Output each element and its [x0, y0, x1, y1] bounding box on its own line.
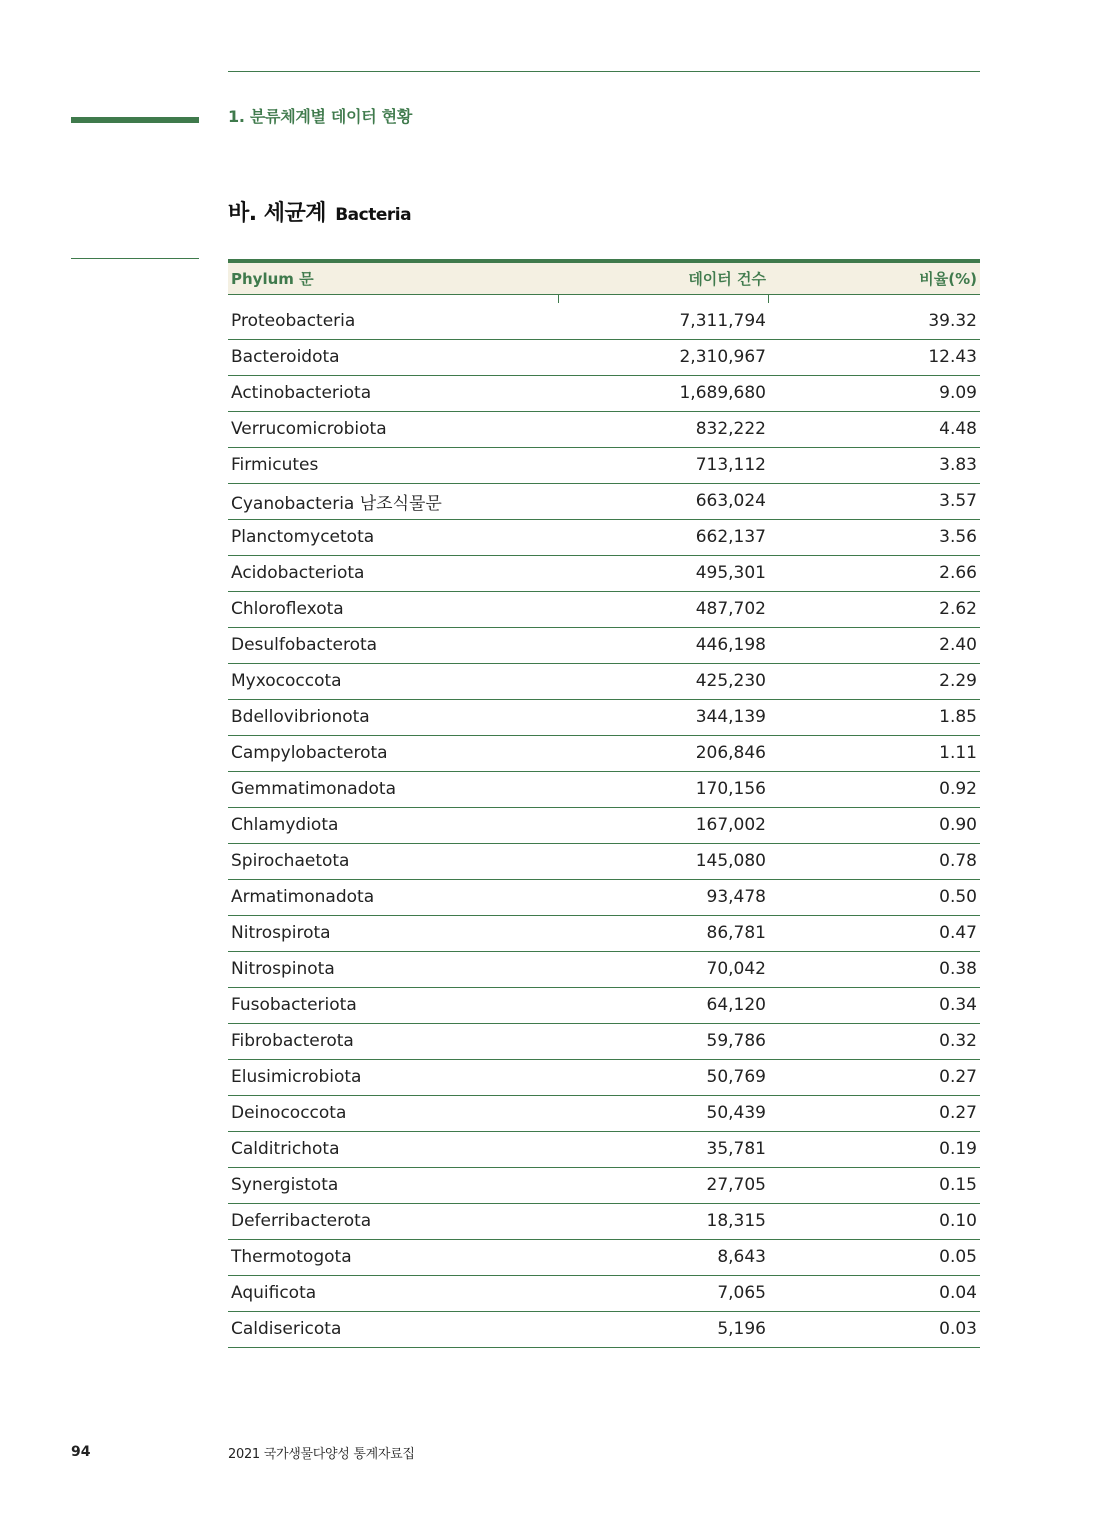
table-row — [228, 1095, 980, 1131]
table-body — [228, 294, 980, 1347]
ratio-cell: 1.85 — [769, 699, 980, 735]
data-count-cell: 344,139 — [558, 699, 769, 735]
ratio-cell: 0.34 — [769, 987, 980, 1023]
phylum-name-cell: Deinococcota — [228, 1095, 558, 1131]
ratio-cell: 0.15 — [769, 1167, 980, 1203]
data-count-cell: 832,222 — [558, 411, 769, 447]
data-count-cell: 1,689,680 — [558, 375, 769, 411]
ratio-cell: 12.43 — [769, 339, 980, 375]
table-row — [228, 591, 980, 627]
ratio-cell: 0.19 — [769, 1131, 980, 1167]
phylum-name-cell: Fusobacteriota — [228, 987, 558, 1023]
table-row — [228, 807, 980, 843]
table-row — [228, 339, 980, 375]
phylum-name-cell: Chlamydiota — [228, 807, 558, 843]
data-count-cell: 27,705 — [558, 1167, 769, 1203]
data-count-cell: 64,120 — [558, 987, 769, 1023]
ratio-cell: 9.09 — [769, 375, 980, 411]
table-row — [228, 519, 980, 555]
ratio-cell: 3.56 — [769, 519, 980, 555]
data-count-cell: 7,311,794 — [558, 294, 769, 339]
table-row — [228, 1203, 980, 1239]
phylum-name-cell: Armatimonadota — [228, 879, 558, 915]
phylum-name-cell: Caldisericota — [228, 1311, 558, 1347]
phylum-name-cell: Calditrichota — [228, 1131, 558, 1167]
phylum-name-cell: Nitrospirota — [228, 915, 558, 951]
ratio-cell: 0.32 — [769, 1023, 980, 1059]
ratio-cell: 0.90 — [769, 807, 980, 843]
table-row — [228, 1167, 980, 1203]
data-count-cell: 70,042 — [558, 951, 769, 987]
phylum-name-cell: Planctomycetota — [228, 519, 558, 555]
data-count-cell: 167,002 — [558, 807, 769, 843]
data-count-cell: 487,702 — [558, 591, 769, 627]
table-row — [228, 1131, 980, 1167]
table-header-row — [228, 261, 980, 294]
data-count-cell: 59,786 — [558, 1023, 769, 1059]
column-header-count — [558, 261, 769, 294]
phylum-name-cell: Synergistota — [228, 1167, 558, 1203]
section-heading: 1. 분류체계별 데이터 현황 — [228, 107, 412, 126]
ratio-cell: 39.32 — [769, 294, 980, 339]
data-count-cell: 50,439 — [558, 1095, 769, 1131]
page-title-korean: 바. 세균계 — [228, 201, 327, 226]
phylum-name-cell: Acidobacteriota — [228, 555, 558, 591]
data-count-cell: 495,301 — [558, 555, 769, 591]
ratio-cell: 0.03 — [769, 1311, 980, 1347]
data-count-cell: 18,315 — [558, 1203, 769, 1239]
phylum-name-cell: Bacteroidota — [228, 339, 558, 375]
data-count-cell: 170,156 — [558, 771, 769, 807]
table-row — [228, 663, 980, 699]
ratio-cell: 0.27 — [769, 1095, 980, 1131]
ratio-cell: 2.40 — [769, 627, 980, 663]
table-row — [228, 843, 980, 879]
table-row — [228, 627, 980, 663]
phylum-name-cell: Chloroflexota — [228, 591, 558, 627]
table-row — [228, 1275, 980, 1311]
footer-publication: 2021 국가생물다양성 통계자료집 — [228, 1447, 415, 1462]
column-tick — [558, 295, 559, 303]
table-row — [228, 411, 980, 447]
column-tick — [768, 295, 769, 303]
phylum-name-cell: Actinobacteriota — [228, 375, 558, 411]
phylum-name-cell: Fibrobacterota — [228, 1023, 558, 1059]
column-header-count-label: 데이터 건수 — [688, 269, 766, 288]
page-number: 94 — [71, 1444, 91, 1460]
ratio-cell: 0.38 — [769, 951, 980, 987]
data-count-cell: 7,065 — [558, 1275, 769, 1311]
data-count-cell: 663,024 — [558, 483, 769, 519]
left-divider — [71, 258, 199, 259]
phylum-name-cell: Aquificota — [228, 1275, 558, 1311]
phylum-name-cell: Firmicutes — [228, 447, 558, 483]
phylum-name-cell: Thermotogota — [228, 1239, 558, 1275]
phylum-name-cell: Desulfobacterota — [228, 627, 558, 663]
data-count-cell: 93,478 — [558, 879, 769, 915]
table-row — [228, 1311, 980, 1347]
ratio-cell: 0.10 — [769, 1203, 980, 1239]
table-row — [228, 1059, 980, 1095]
data-count-cell: 425,230 — [558, 663, 769, 699]
phylum-name-cell: Verrucomicrobiota — [228, 411, 558, 447]
ratio-cell: 0.50 — [769, 879, 980, 915]
data-count-cell: 662,137 — [558, 519, 769, 555]
data-count-cell: 206,846 — [558, 735, 769, 771]
ratio-cell: 0.92 — [769, 771, 980, 807]
column-header-phylum: Phylum 문 — [228, 261, 558, 294]
ratio-cell: 0.04 — [769, 1275, 980, 1311]
phylum-name-cell: Spirochaetota — [228, 843, 558, 879]
phylum-name-cell: Bdellovibrionota — [228, 699, 558, 735]
phylum-name-cell: Myxococcota — [228, 663, 558, 699]
data-count-cell: 5,196 — [558, 1311, 769, 1347]
ratio-cell: 2.29 — [769, 663, 980, 699]
phylum-name-cell: Cyanobacteria 남조식물문 — [228, 483, 558, 519]
page-title-latin: Bacteria — [335, 205, 412, 225]
top-rule — [228, 71, 980, 72]
section-marker-bar — [71, 117, 199, 123]
ratio-cell: 4.48 — [769, 411, 980, 447]
table-row — [228, 987, 980, 1023]
ratio-cell: 0.05 — [769, 1239, 980, 1275]
phylum-name-cell: Deferribacterota — [228, 1203, 558, 1239]
data-count-cell: 86,781 — [558, 915, 769, 951]
phylum-name-cell: Gemmatimonadota — [228, 771, 558, 807]
column-header-ratio: 비율(%) — [769, 261, 980, 294]
phylum-name-cell: Campylobacterota — [228, 735, 558, 771]
phylum-name-cell: Proteobacteria — [228, 294, 558, 339]
ratio-cell: 0.27 — [769, 1059, 980, 1095]
phylum-name-cell: Nitrospinota — [228, 951, 558, 987]
ratio-cell: 0.47 — [769, 915, 980, 951]
table-row — [228, 555, 980, 591]
ratio-cell: 3.57 — [769, 483, 980, 519]
table-row — [228, 915, 980, 951]
ratio-cell: 1.11 — [769, 735, 980, 771]
data-count-cell: 713,112 — [558, 447, 769, 483]
table-row — [228, 879, 980, 915]
table-row — [228, 1239, 980, 1275]
data-count-cell: 35,781 — [558, 1131, 769, 1167]
ratio-cell: 2.62 — [769, 591, 980, 627]
table-row — [228, 447, 980, 483]
table-row — [228, 771, 980, 807]
table-row — [228, 375, 980, 411]
table-row — [228, 294, 980, 339]
data-count-cell: 145,080 — [558, 843, 769, 879]
phylum-name-cell: Elusimicrobiota — [228, 1059, 558, 1095]
ratio-cell: 2.66 — [769, 555, 980, 591]
table-row — [228, 951, 980, 987]
data-count-cell: 446,198 — [558, 627, 769, 663]
page-title — [228, 196, 411, 227]
table-row — [228, 735, 980, 771]
phylum-data-table — [228, 259, 980, 1348]
table-row — [228, 699, 980, 735]
ratio-cell: 0.78 — [769, 843, 980, 879]
table-row — [228, 1023, 980, 1059]
ratio-cell: 3.83 — [769, 447, 980, 483]
data-count-cell: 2,310,967 — [558, 339, 769, 375]
data-count-cell: 8,643 — [558, 1239, 769, 1275]
table-row — [228, 483, 980, 519]
data-count-cell: 50,769 — [558, 1059, 769, 1095]
